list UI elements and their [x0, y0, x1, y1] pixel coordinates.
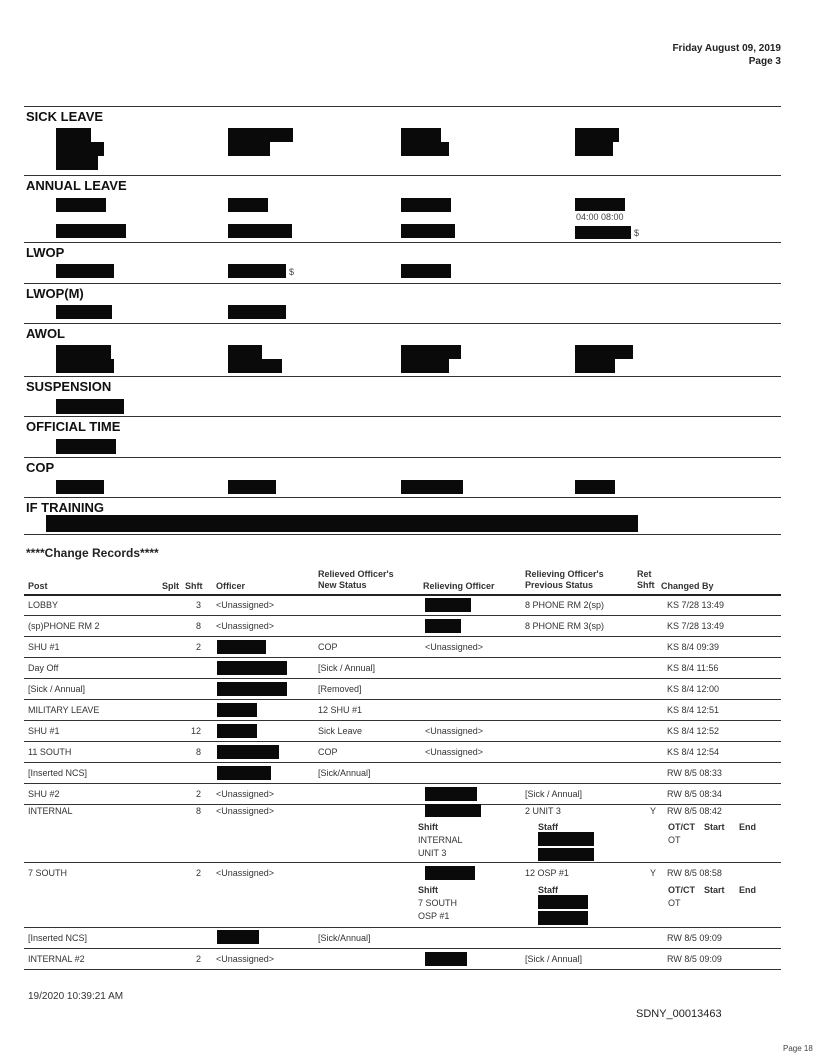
redaction	[575, 480, 615, 494]
redaction	[56, 399, 124, 414]
redaction	[401, 264, 451, 278]
cell-post: [Sick / Annual]	[28, 684, 86, 694]
cell-changed-by: KS 8/4 12:00	[667, 684, 720, 694]
row-rule	[24, 762, 781, 763]
column-header-relieving: Relieving Officer	[423, 581, 495, 591]
redaction	[56, 345, 111, 359]
cell-shft: 12	[191, 726, 202, 736]
cell-previous-status: 8 PHONE RM 2(sp)	[525, 600, 605, 610]
cell-changed-by: RW 8/5 08:34	[667, 789, 722, 799]
cell-changed-by: KS 8/4 12:54	[667, 747, 720, 757]
cell-post: 7 SOUTH	[28, 868, 68, 878]
column-header-ret-line1: Ret	[637, 569, 652, 579]
sub-shift-label: Shift	[418, 885, 438, 895]
redaction	[425, 598, 471, 612]
cell-relieved-status: [Sick/Annual]	[318, 933, 371, 943]
column-header-changed-by: Changed By	[661, 581, 714, 591]
section-title-lwop-m: LWOP(M)	[26, 286, 84, 301]
redaction	[538, 848, 594, 861]
report-date: Friday August 09, 2019	[672, 43, 781, 54]
redaction	[575, 198, 625, 211]
cell-previous-status: 12 OSP #1	[525, 868, 569, 878]
cell-officer: <Unassigned>	[216, 621, 275, 631]
redaction	[56, 439, 116, 454]
cell-post: (sp)PHONE RM 2	[28, 621, 100, 631]
divider	[24, 457, 781, 458]
column-header-relieved-line1: Relieved Officer's	[318, 569, 394, 579]
redaction	[401, 128, 441, 142]
cell-previous-status: [Sick / Annual]	[525, 789, 583, 799]
redaction	[228, 142, 270, 156]
cell-changed-by: RW 8/5 08:58	[667, 868, 722, 878]
redaction	[228, 480, 276, 494]
redaction	[401, 198, 451, 212]
row-rule	[24, 741, 781, 742]
outer-page-number: Page 18	[783, 1044, 813, 1053]
cell-officer: <Unassigned>	[216, 954, 275, 964]
section-title-if-training: IF TRAINING	[26, 500, 104, 515]
cell-relieved-status: [Removed]	[318, 684, 362, 694]
cell-previous-status: 8 PHONE RM 3(sp)	[525, 621, 605, 631]
cell-relieving-officer: <Unassigned>	[425, 642, 484, 652]
cell-officer: <Unassigned>	[216, 600, 275, 610]
section-title-cop: COP	[26, 460, 55, 475]
sub-start-label: Start	[704, 822, 725, 832]
cell-shft: 8	[196, 747, 202, 757]
cell-ret-shift: Y	[650, 806, 657, 816]
redaction	[401, 359, 449, 373]
table-header-rule	[24, 594, 781, 596]
redaction	[575, 128, 619, 142]
cell-post: SHU #2	[28, 789, 60, 799]
print-timestamp: 19/2020 10:39:21 AM	[28, 991, 124, 1002]
cell-changed-by: KS 7/28 13:49	[667, 600, 725, 610]
cell-officer: <Unassigned>	[216, 868, 275, 878]
redaction	[46, 515, 638, 532]
cell-post: 11 SOUTH	[28, 747, 72, 757]
column-header-officer: Officer	[216, 581, 246, 591]
redaction	[401, 345, 461, 359]
cell-relieving-officer: <Unassigned>	[425, 726, 484, 736]
redaction	[56, 156, 98, 170]
cell-changed-by: RW 8/5 08:42	[667, 806, 722, 816]
cell-relieved-status: COP	[318, 642, 338, 652]
redaction	[217, 745, 279, 759]
redaction	[425, 952, 467, 966]
sub-shift-line1: 7 SOUTH	[418, 898, 458, 908]
cell-changed-by: RW 8/5 09:09	[667, 954, 722, 964]
redaction	[56, 359, 114, 373]
row-rule	[24, 699, 781, 700]
annual-leave-time: 04:00 08:00	[576, 212, 624, 222]
cell-relieved-status: 12 SHU #1	[318, 705, 363, 715]
redaction	[56, 305, 112, 319]
row-rule	[24, 862, 781, 863]
sub-otct-label: OT/CT	[668, 822, 695, 832]
redaction	[538, 911, 588, 925]
column-header-previous-line1: Relieving Officer's	[525, 569, 604, 579]
redaction	[56, 142, 104, 156]
divider	[24, 106, 781, 107]
change-records-title: ****Change Records****	[26, 546, 159, 560]
cell-changed-by: KS 7/28 13:49	[667, 621, 725, 631]
cell-relieved-status: COP	[318, 747, 338, 757]
divider	[24, 376, 781, 377]
sub-ot-value: OT	[668, 835, 681, 845]
redaction	[575, 142, 613, 156]
cell-changed-by: RW 8/5 09:09	[667, 933, 722, 943]
cell-changed-by: RW 8/5 08:33	[667, 768, 722, 778]
row-rule	[24, 927, 781, 928]
redaction	[538, 895, 588, 909]
sub-start-label: Start	[704, 885, 725, 895]
column-header-ret-line2: Shft	[637, 580, 655, 590]
row-rule	[24, 720, 781, 721]
cell-post: INTERNAL	[28, 806, 73, 816]
redaction	[425, 804, 481, 817]
divider	[24, 175, 781, 176]
cell-shft: 2	[196, 954, 202, 964]
row-rule	[24, 615, 781, 616]
redaction	[401, 480, 463, 494]
redaction	[217, 766, 271, 780]
cell-post: SHU #1	[28, 642, 60, 652]
redaction	[228, 345, 262, 359]
sub-shift-label: Shift	[418, 822, 438, 832]
redaction	[228, 359, 282, 373]
row-rule	[24, 969, 781, 970]
report-page-number: Page 3	[748, 56, 781, 67]
column-header-post: Post	[28, 581, 48, 591]
redaction	[56, 198, 106, 212]
redaction	[228, 128, 293, 142]
redaction	[217, 724, 257, 738]
divider	[24, 242, 781, 243]
redaction	[425, 787, 477, 801]
cell-officer: <Unassigned>	[216, 806, 275, 816]
section-title-annual-leave: ANNUAL LEAVE	[26, 178, 127, 193]
dollar-sign: $	[289, 267, 295, 277]
sub-otct-label: OT/CT	[668, 885, 695, 895]
redaction	[217, 703, 257, 717]
cell-relieved-status: Sick Leave	[318, 726, 363, 736]
redaction	[56, 128, 91, 142]
cell-relieved-status: [Sick/Annual]	[318, 768, 371, 778]
cell-shft: 2	[196, 642, 202, 652]
cell-changed-by: KS 8/4 12:52	[667, 726, 720, 736]
redaction	[217, 682, 287, 696]
cell-previous-status: 2 UNIT 3	[525, 806, 561, 816]
cell-post: MILITARY LEAVE	[28, 705, 100, 715]
section-title-awol: AWOL	[26, 326, 65, 341]
cell-post: Day Off	[28, 663, 59, 673]
row-rule	[24, 657, 781, 658]
column-header-previous-line2: Previous Status	[525, 580, 594, 590]
cell-post: SHU #1	[28, 726, 60, 736]
row-rule	[24, 783, 781, 784]
redaction	[425, 619, 461, 633]
redaction	[217, 661, 287, 675]
cell-changed-by: KS 8/4 09:39	[667, 642, 720, 652]
redaction	[56, 264, 114, 278]
redaction	[56, 224, 126, 238]
cell-shft: 2	[196, 789, 202, 799]
redaction	[401, 224, 455, 238]
section-title-official-time: OFFICIAL TIME	[26, 419, 121, 434]
sub-end-label: End	[739, 822, 756, 832]
divider	[24, 323, 781, 324]
redaction	[575, 359, 615, 373]
sub-staff-label: Staff	[538, 822, 558, 832]
redaction	[425, 866, 475, 880]
redaction	[56, 480, 104, 494]
bates-number: SDNY_00013463	[636, 1008, 722, 1020]
cell-relieved-status: [Sick / Annual]	[318, 663, 376, 673]
redaction	[401, 142, 449, 156]
cell-changed-by: KS 8/4 11:56	[667, 663, 719, 673]
cell-previous-status: [Sick / Annual]	[525, 954, 583, 964]
sub-staff-label: Staff	[538, 885, 558, 895]
section-title-lwop: LWOP	[26, 245, 65, 260]
divider	[24, 283, 781, 284]
cell-post: [Inserted NCS]	[28, 933, 88, 943]
cell-shft: 2	[196, 868, 202, 878]
column-header-shft: Shft	[185, 581, 203, 591]
row-rule	[24, 804, 781, 805]
cell-post: INTERNAL #2	[28, 954, 85, 964]
row-rule	[24, 678, 781, 679]
section-title-suspension: SUSPENSION	[26, 379, 112, 394]
cell-officer: <Unassigned>	[216, 789, 275, 799]
cell-shft: 3	[196, 600, 202, 610]
redaction	[228, 264, 286, 278]
redaction	[538, 832, 594, 846]
redaction	[228, 224, 292, 238]
divider	[24, 497, 781, 498]
divider	[24, 416, 781, 417]
redaction	[575, 345, 633, 359]
sub-shift-line2: UNIT 3	[418, 848, 447, 858]
redaction	[228, 305, 286, 319]
section-title-sick-leave: SICK LEAVE	[26, 109, 104, 124]
row-rule	[24, 948, 781, 949]
cell-post: LOBBY	[28, 600, 59, 610]
column-header-relieved-line2: New Status	[318, 580, 367, 590]
cell-changed-by: KS 8/4 12:51	[667, 705, 720, 715]
sub-shift-line1: INTERNAL	[418, 835, 463, 845]
cell-shft: 8	[196, 621, 202, 631]
divider	[24, 534, 781, 535]
dollar-sign: $	[634, 228, 640, 238]
redaction	[217, 640, 266, 654]
cell-relieving-officer: <Unassigned>	[425, 747, 484, 757]
cell-ret-shift: Y	[650, 868, 657, 878]
redaction	[575, 226, 631, 239]
row-rule	[24, 636, 781, 637]
sub-ot-value: OT	[668, 898, 681, 908]
redaction	[217, 930, 259, 944]
column-header-splt: Splt	[162, 581, 179, 591]
cell-post: [Inserted NCS]	[28, 768, 88, 778]
sub-end-label: End	[739, 885, 756, 895]
cell-shft: 8	[196, 806, 202, 816]
sub-shift-line2: OSP #1	[418, 911, 450, 921]
redaction	[228, 198, 268, 212]
